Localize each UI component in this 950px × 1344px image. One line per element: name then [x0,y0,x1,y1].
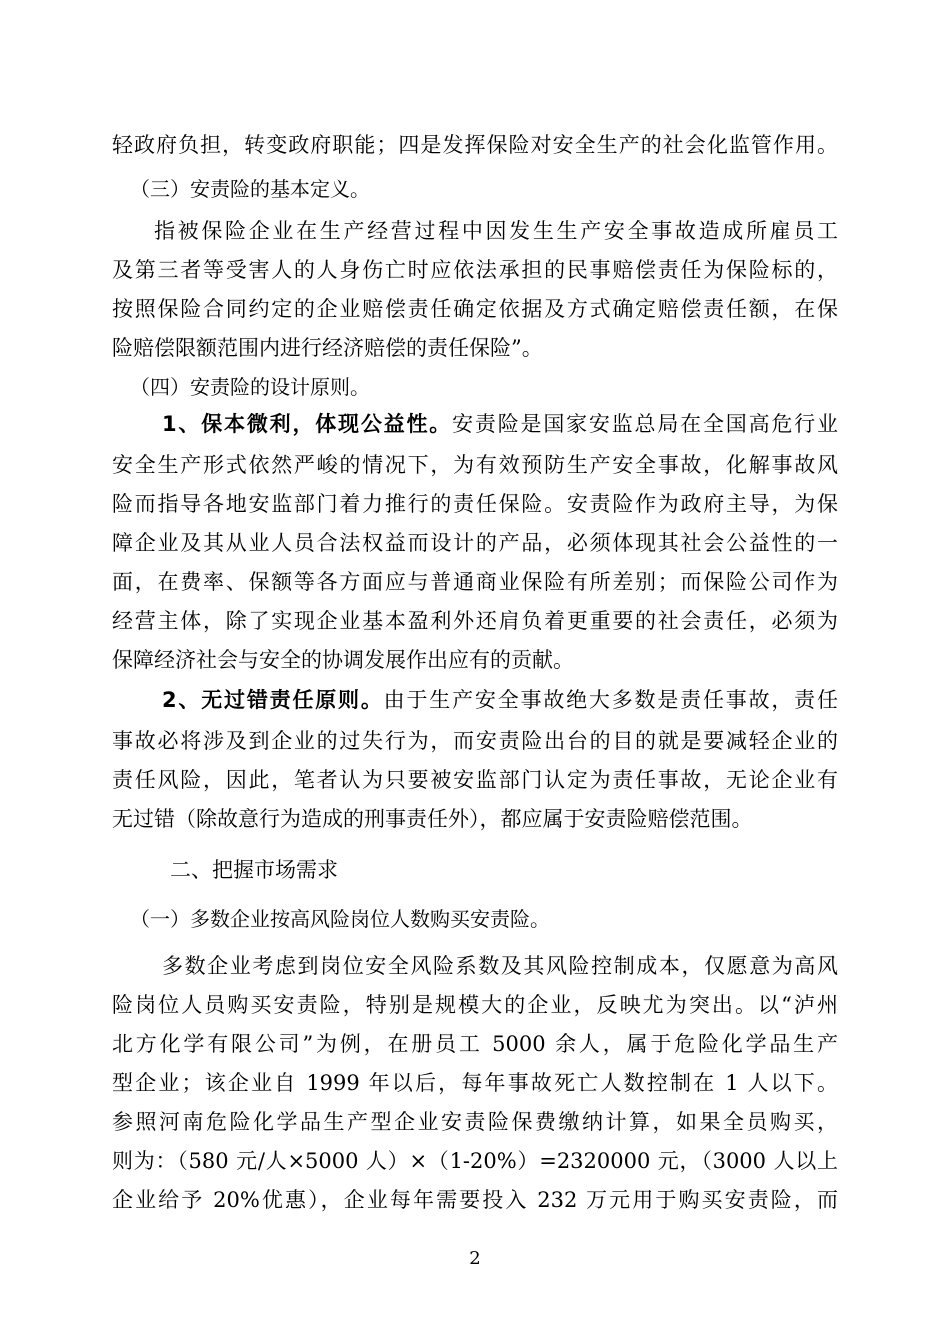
principle-2-text: 由于生产安全事故绝大多数是责任事故，责任 [383,688,838,712]
body-text-line: 企业给予 20%优惠），企业每年需要投入 232 万元用于购买安责险，而 [112,1188,838,1212]
body-text-line: 多数企业考虑到岗位安全风险系数及其风险控制成本，仅愿意为高风 [162,954,838,978]
body-text-line: 北方化学有限公司”为例，在册员工 5000 余人，属于危险化学品生产 [112,1032,838,1056]
market-subheading-1: （一）多数企业按高风险岗位人数购买安责险。 [130,907,550,931]
body-text-line: 责任风险，因此，笔者认为只要被安监部门认定为责任事故，无论企业有 [112,768,838,792]
principle-2-title: 2、无过错责任原则。 [162,688,384,712]
body-text-line: 事故必将涉及到企业的过失行为，而安责险出台的目的就是要减轻企业的 [112,729,838,753]
body-text-line: 险岗位人员购买安责险，特别是规模大的企业，反映尤为突出。以“泸州 [112,993,838,1017]
body-text-line: 安全生产形式依然严峻的情况下，为有效预防生产安全事故，化解事故风 [112,453,838,477]
market-heading: 二、把握市场需求 [170,858,338,882]
body-text-line: 型企业；该企业自 1999 年以后，每年事故死亡人数控制在 1 人以下。 [112,1071,838,1095]
body-text-line: 及第三者等受害人的人身伤亡时应依法承担的民事赔偿责任为保险标的， [112,258,838,282]
page-number: 2 [469,1248,481,1269]
body-text-line: 轻政府负担，转变政府职能；四是发挥保险对安全生产的社会化监管作用。 [112,133,838,157]
body-text-line: 参照河南危险化学品生产型企业安责险保费缴纳计算，如果全员购买， [112,1110,838,1134]
body-text-line: 保障经济社会与安全的协调发展作出应有的贡献。 [112,648,574,672]
body-text-line: 无过错（除故意行为造成的刑事责任外），都应属于安责险赔偿范围。 [112,807,753,831]
body-text-line: 按照保险合同约定的企业赔偿责任确定依据及方式确定赔偿责任额，在保 [112,297,838,321]
section-heading-3: （三）安责险的基本定义。 [130,177,370,201]
principle-1-title: 1、保本微利，体现公益性。 [162,412,453,436]
body-text-line: 险赔偿限额范围内进行经济赔偿的责任保险”。 [112,336,543,360]
principle-2-line [162,687,838,713]
principle-1-text: 安责险是国家安监总局在全国高危行业 [452,412,838,436]
body-text-line: 则为：（580 元/人×5000 人）×（1-20%）=2320000 元，（3000 人以上 [112,1149,838,1173]
section-heading-4: （四）安责险的设计原则。 [130,375,370,399]
body-text-line: 障企业及其从业人员合法权益而设计的产品，必须体现其社会公益性的一 [112,531,838,555]
body-text-line: 指被保险企业在生产经营过程中因发生生产安全事故造成所雇员工 [154,219,838,243]
body-text-line: 面，在费率、保额等各方面应与普通商业保险有所差别；而保险公司作为 [112,570,838,594]
principle-1-line [162,411,838,437]
body-text-line: 经营主体，除了实现企业基本盈利外还肩负着更重要的社会责任，必须为 [112,609,838,633]
body-text-line: 险而指导各地安监部门着力推行的责任保险。安责险作为政府主导，为保 [112,492,838,516]
